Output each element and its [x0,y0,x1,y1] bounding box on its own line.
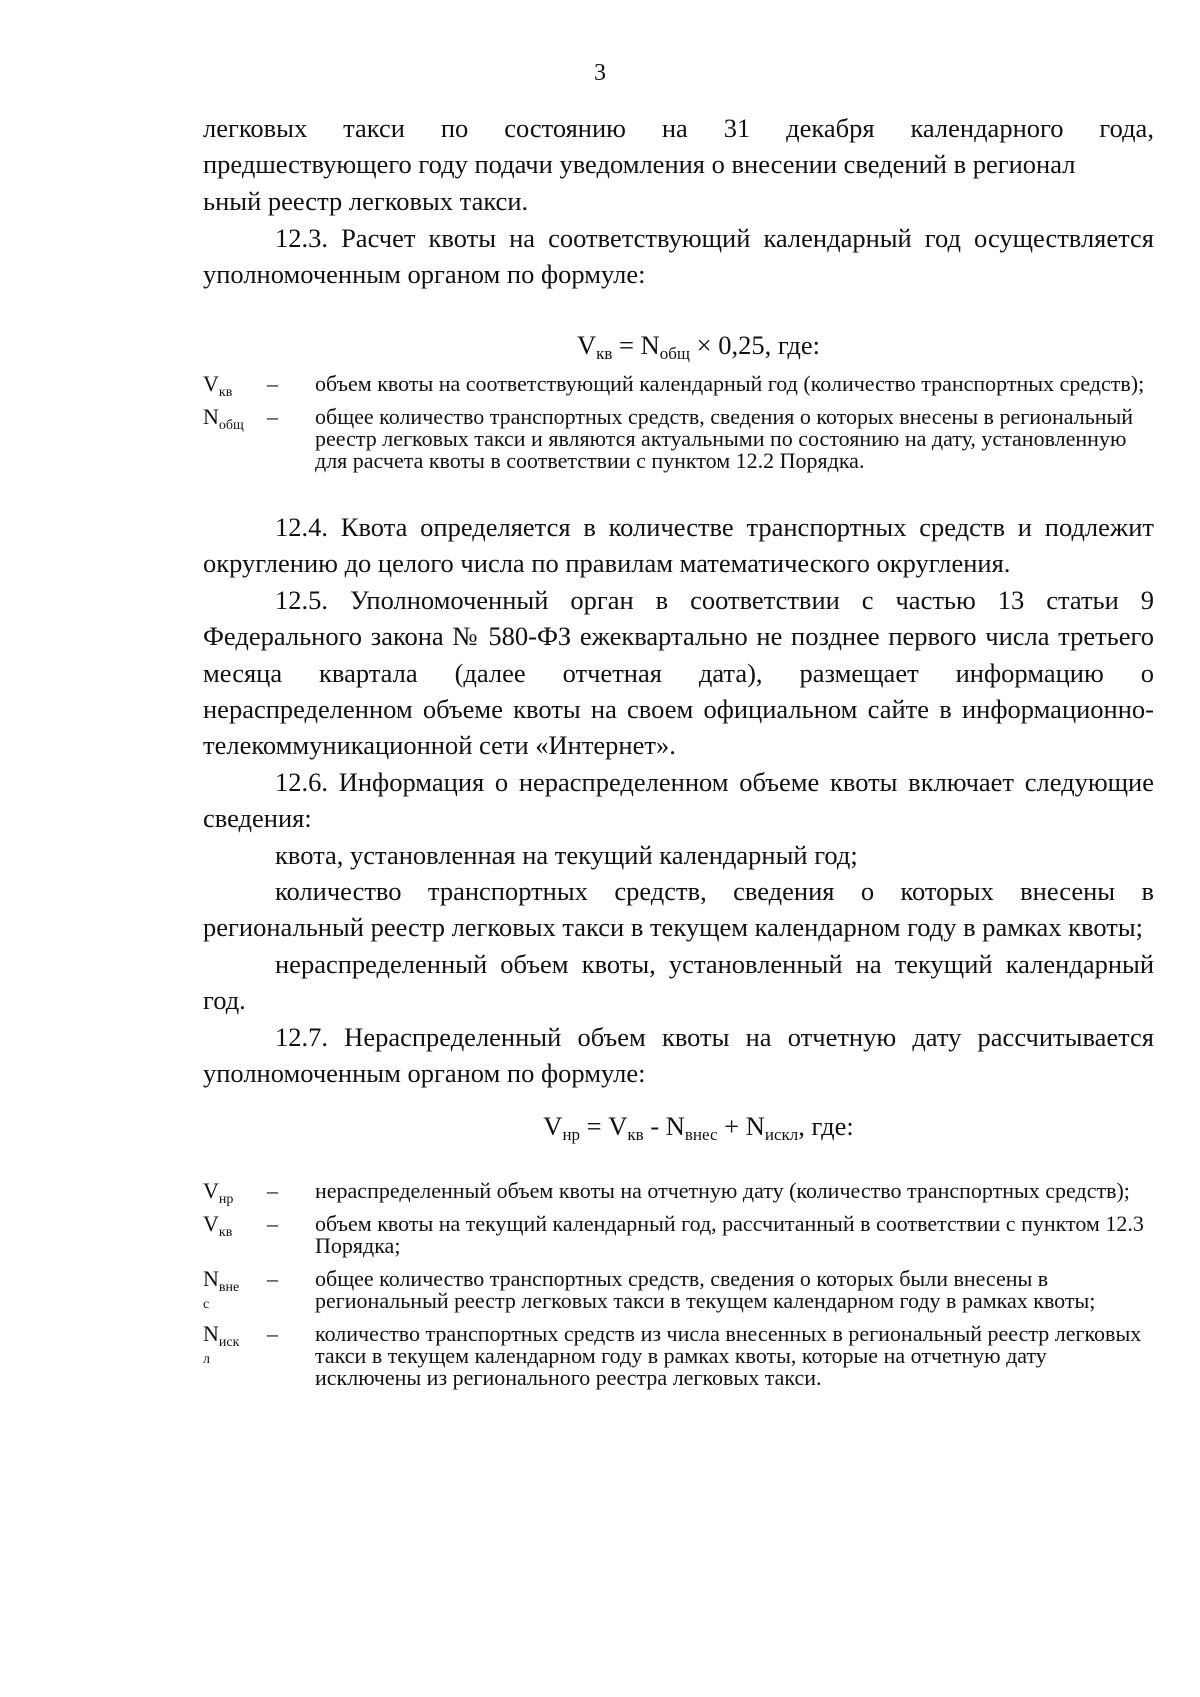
definition-row: $N_{иск}$ л – количество транспортных средств из числа внесенных в региональный реестр легковых такси в текущем календарном году в рамках квоты, которые на отчетную дату исключены из регионального реестра легковых такси. [203,1321,1142,1390]
intro-line-3: ьный реестр легковых такси. [203,185,529,216]
formula-quota-definitions [203,373,1154,472]
formula-unallocated [203,1108,1154,1144]
formula-quota-expression: $V_{кв} = N_{общ} \times 0,25$, где: [576,330,820,363]
definition-row: $N_{вне}$ с – общее количество транспортных средств, сведения о которых были внесены в региональный реестр легковых такси в текущем календарном году в рамках квоты; [203,1266,1096,1313]
formula-unallocated-expression: $V_{нр} = V_{кв} - N_{внес} + N_{искл}$, где: [543,1111,854,1144]
intro-line-1: легковых такси по состоянию на 31 декабря календарного года, [203,113,1154,143]
definition-row: $V_{нр}$ – нераспределенный объем квоты на отчетную дату (количество транспортных средств); [203,1178,1130,1207]
paragraph-12-5: 12.5. Уполномоченный орган в соответствии с частью 13 статьи 9 Федерального закона № 580-ФЗ ежеквартально не позднее первого числа третьего месяца квартала (далее отчетная дата), размещает информацию о нераспределенном объеме квоты на своем официальном сайте в информационно-телекоммуникационной сети «Интернет». [203,584,1154,761]
paragraph-12-4: 12.4. Квота определяется в количестве транспортных средств и подлежит округлению до целого числа по правилам математического округления. [203,512,1154,579]
paragraph-12-3 [203,220,1154,293]
paragraph-12-6: 12.6. Информация о нераспределенном объеме квоты включает следующие сведения: [203,766,1154,834]
definition-row: $V_{кв}$ – объем квоты на текущий календарный год, рассчитанный в соответствии с пунктом 12.3 Порядка; [203,1211,1144,1258]
paragraph-12-6-item: нераспределенный объем квоты, установленный на текущий календарный год. [203,948,1154,1016]
paragraph-12-7: 12.7. Нераспределенный объем квоты на отчетную дату рассчитывается уполномоченным органом по формуле: [203,1021,1154,1089]
paragraph-12-3-text: 12.3. Расчет квоты на соответствующий календарный год осуществляется уполномоченным органом по формуле: [203,223,1154,290]
intro-continuation [203,110,1154,219]
definition-row: $N_{общ}$ – общее количество транспортных средств, сведения о которых внесены в региональный реестр легковых такси и являются актуальными по состоянию на дату, установленную для расчета квоты в соответствии с пунктом 12.2 Порядка. [203,404,1134,473]
page-number: 3 [594,60,606,86]
formula-quota [203,327,1154,363]
intro-line-2: предшествующего году подачи уведомления о внесении сведений в регионал [203,149,1076,180]
paragraph-12-6-item: квота, установленная на текущий календарный год; [275,839,858,870]
paragraph-12-6-item: количество транспортных средств, сведения о которых внесены в региональный реестр легковых такси в текущем календарном году в рамках квоты; [203,876,1154,943]
formula-unallocated-definitions [203,1180,1154,1389]
definition-row: $V_{кв}$ – объем квоты на соответствующий календарный год (количество транспортных средств); [203,371,1145,400]
paragraphs-main [203,509,1154,1092]
